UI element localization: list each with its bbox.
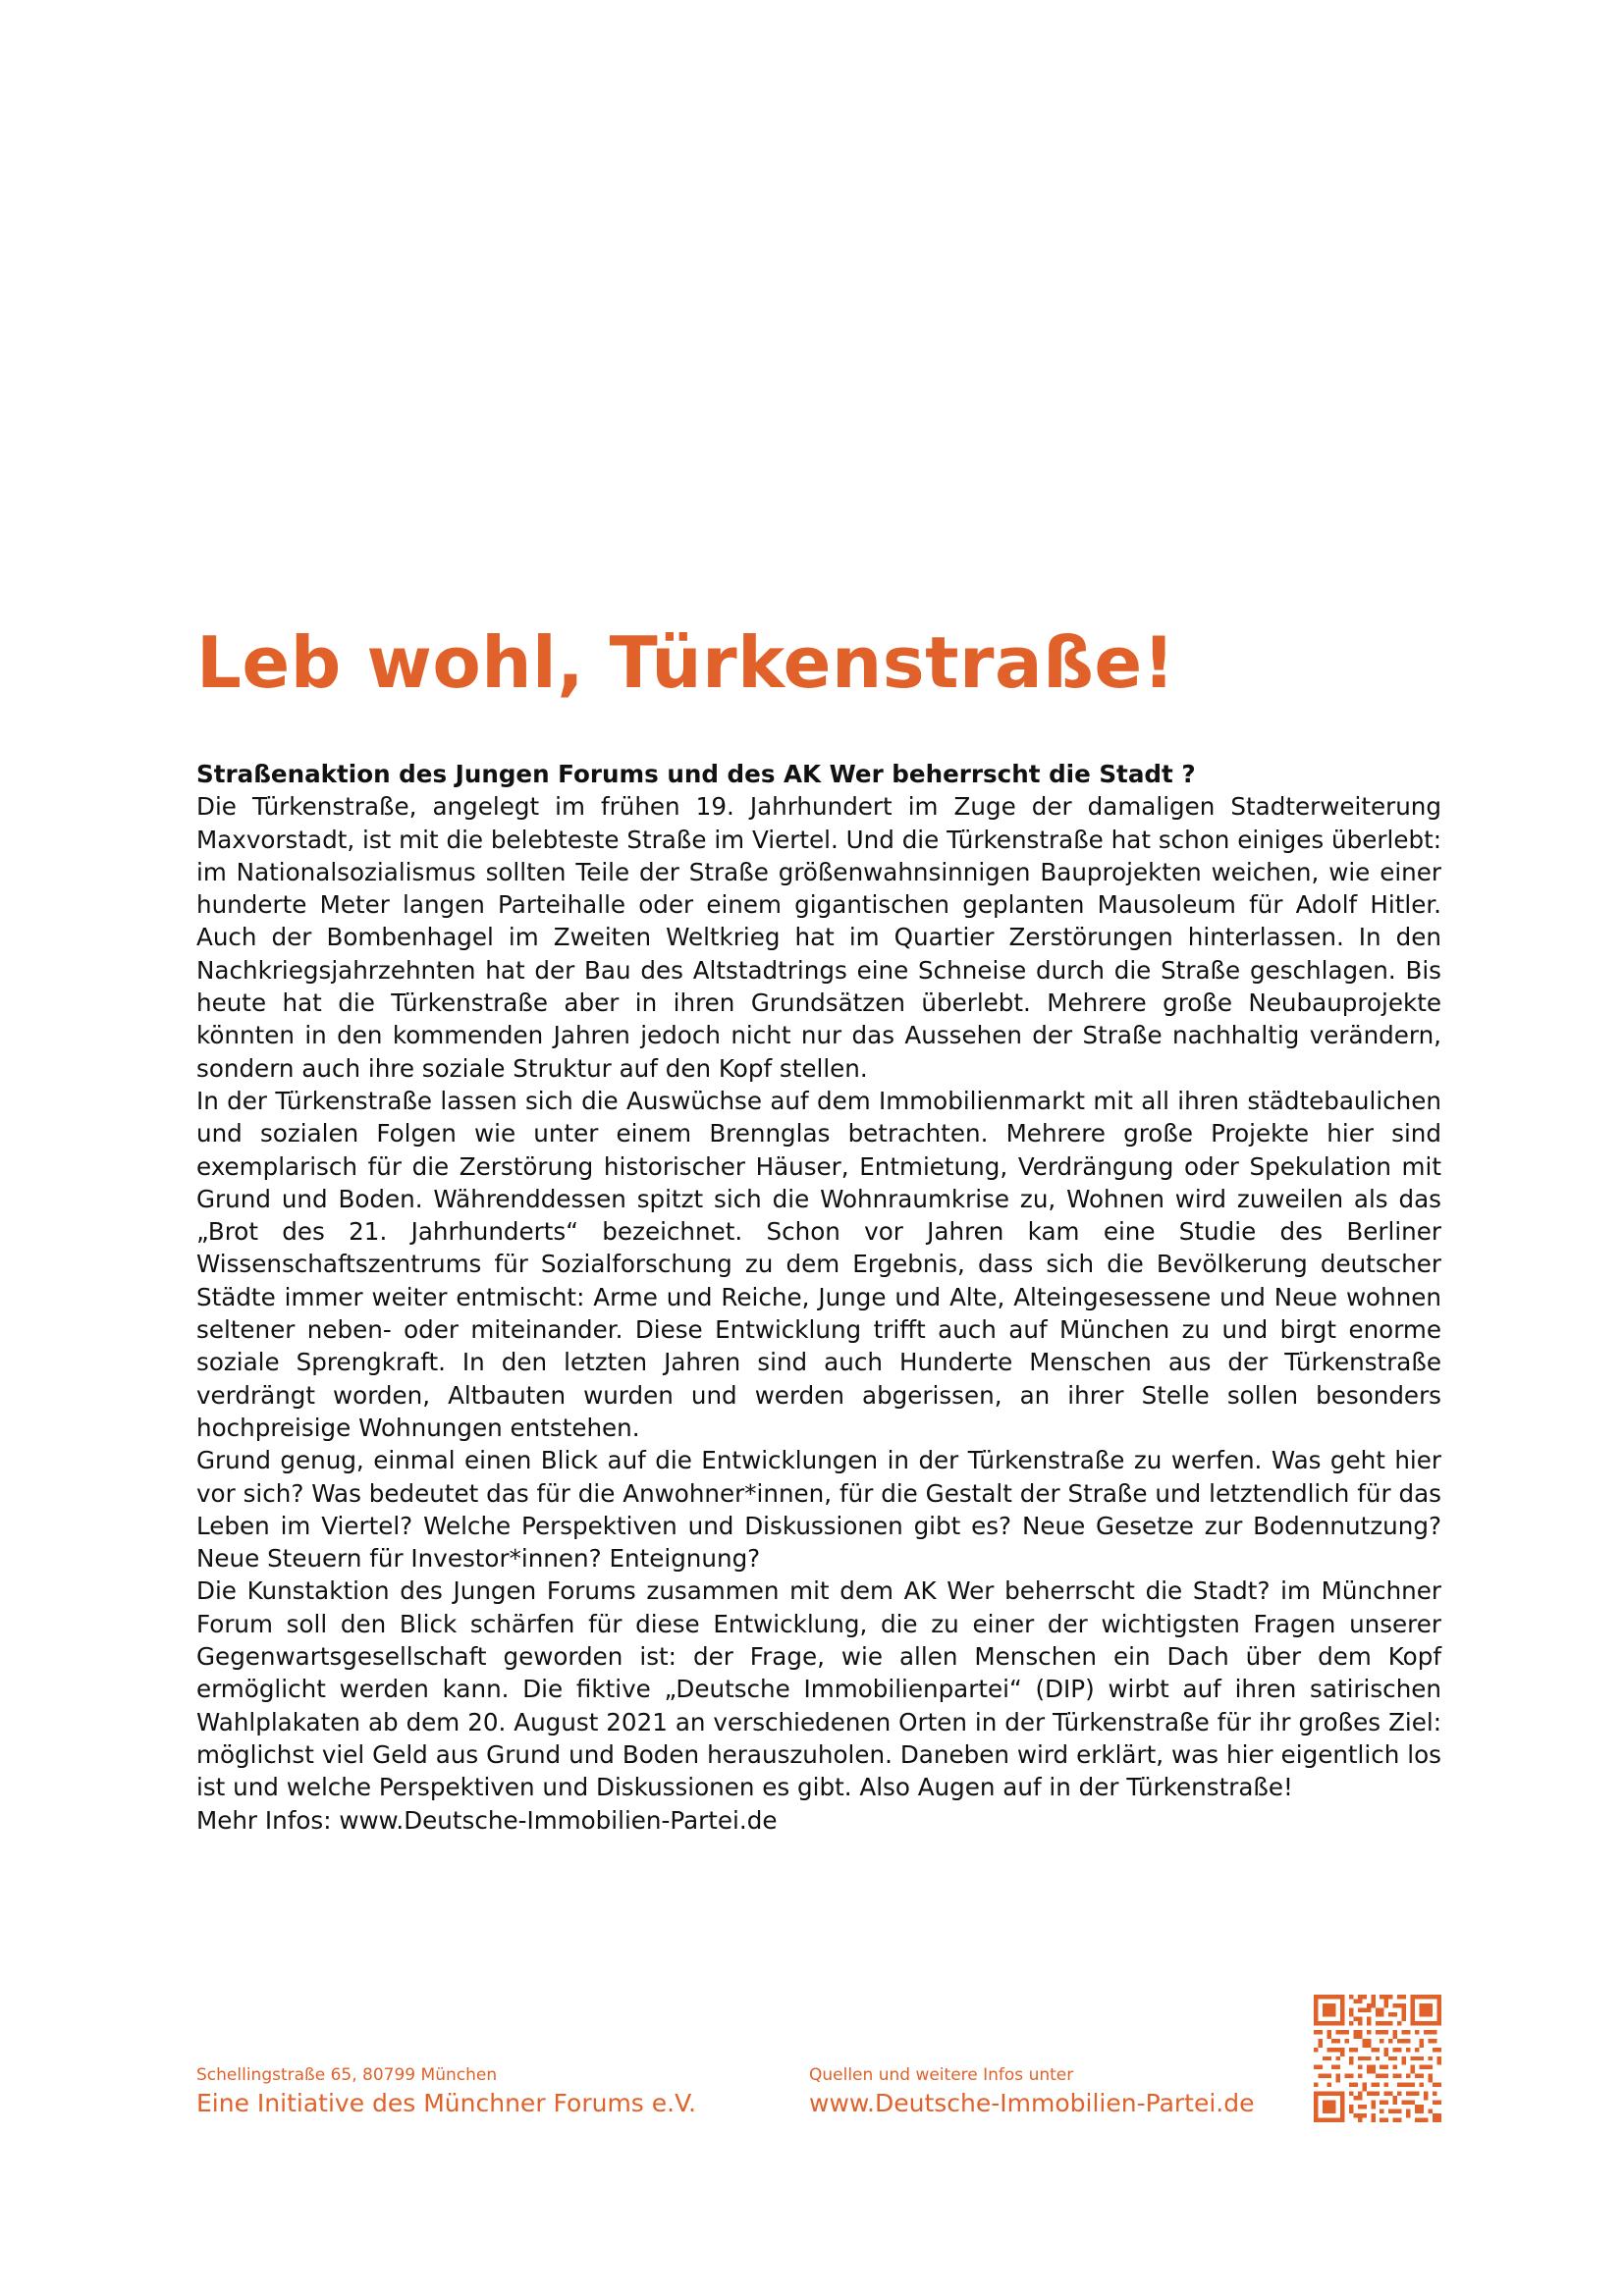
article-paragraph-campaign: Die Kunstaktion des Jungen Forums zusammen mit dem AK Wer beherrscht die Stadt? im Münchner Forum soll den Blick schärfen für diese Entwicklung, die zu einer der wichtigsten Fragen unserer Gegenwartsgesellschaft geworden ist: der Frage, wie allen Menschen ein Dach über dem Kopf ermöglicht werden kann. Die fiktive „Deutsche Immobilienpartei“ (DIP) wirbt auf ihren satirischen Wahlplakaten ab dem 20. August 2021 an verschiedenen Orten in der Türkenstraße für ihr großes Ziel: möglichst viel Geld aus Grund und Boden herauszuholen. Daneben wird erklärt, was hier eigentlich los ist und welche Perspektiven und Diskussionen es gibt. Also Augen auf in der Türkenstraße! [196,1576,1441,1802]
footer-sources-label: Quellen und weitere Infos unter [809,2065,1074,2085]
footer-sources-link[interactable]: www.Deutsche-Immobilien-Partei.de [809,2089,1255,2117]
page-title: Leb wohl, Türkenstraße! [196,621,1176,704]
article-lead: Straßenaktion des Jungen Forums und des AK Wer beherrscht die Stadt ? [196,760,1196,788]
article-paragraph-history: Die Türkenstraße, angelegt im frühen 19. Jahrhundert im Zuge der damaligen Stadterweiterung Maxvorstadt, ist mit die belebteste Straße im Viertel. Und die Türkenstraße hat schon einiges überlebt: im Nationalsozialismus sollten Teile der Straße größenwahnsinnigen Bauprojekten weichen, wie einer hunderte Meter langen Parteihalle oder einem gigantischen geplanten Mausoleum für Adolf Hitler. Auch der Bombenhagel im Zweiten Weltkrieg hat im Quartier Zerstörungen hinterlassen. In den Nachkriegsjahrzehnten hat der Bau des Altstadtrings eine Schneise durch die Straße geschlagen. Bis heute hat die Türkenstraße aber in ihren Grundsätzen überlebt. Mehrere große Neubauprojekte könnten in den kommenden Jahren jedoch nicht nur das Aussehen der Straße nachhaltig verändern, sondern auch ihre soziale Struktur auf den Kopf stellen. [196,792,1441,1083]
article-paragraph-housing-market: In der Türkenstraße lassen sich die Auswüchse auf dem Immobilienmarkt mit all ihren städtebaulichen und sozialen Folgen wie unter einem Brennglas betrachten. Mehrere große Projekte hier sind exemplarisch für die Zerstörung historischer Häuser, Entmietung, Verdrängung oder Spekulation mit Grund und Boden. Währenddessen spitzt sich die Wohnraumkrise zu, Wohnen wird zuweilen als das „Brot des 21. Jahrhunderts“ bezeichnet. Schon vor Jahren kam eine Studie des Berliner Wissenschaftszentrums für Sozialforschung zu dem Ergebnis, dass sich die Bevölkerung deutscher Städte immer weiter entmischt: Arme und Reiche, Junge und Alte, Alteingesessene und Neue wohnen seltener neben- oder miteinander. Diese Entwicklung trifft auch auf München zu und birgt enorme soziale Sprengkraft. In den letzten Jahren sind auch Hunderte Menschen aus der Türkenstraße verdrängt worden, Altbauten wurden und werden abgerissen, an ihrer Stelle sollen besonders hochpreisige Wohnungen entstehen. [196,1086,1441,1442]
article-body [196,758,1441,1837]
more-info-link[interactable]: Mehr Infos: www.Deutsche-Immobilien-Partei.de [196,1805,778,1835]
footer-initiative [196,2063,696,2120]
footer-initiative-label: Eine Initiative des Münchner Forums e.V. [196,2089,696,2117]
article-paragraph-questions: Grund genug, einmal einen Blick auf die Entwicklungen in der Türkenstraße zu werfen. Was geht hier vor sich? Was bedeutet das für die Anwohner*innen, für die Gestalt der Straße und letztendlich für das Leben im Viertel? Welche Perspektiven und Diskussionen gibt es? Neue Gesetze zur Bodennutzung? Neue Steuern für Investor*innen? Enteignung? [196,1446,1441,1574]
qr-code-icon[interactable] [1314,1995,1441,2122]
footer-sources [809,2063,1255,2120]
footer-address: Schellingstraße 65, 80799 München [196,2065,498,2085]
